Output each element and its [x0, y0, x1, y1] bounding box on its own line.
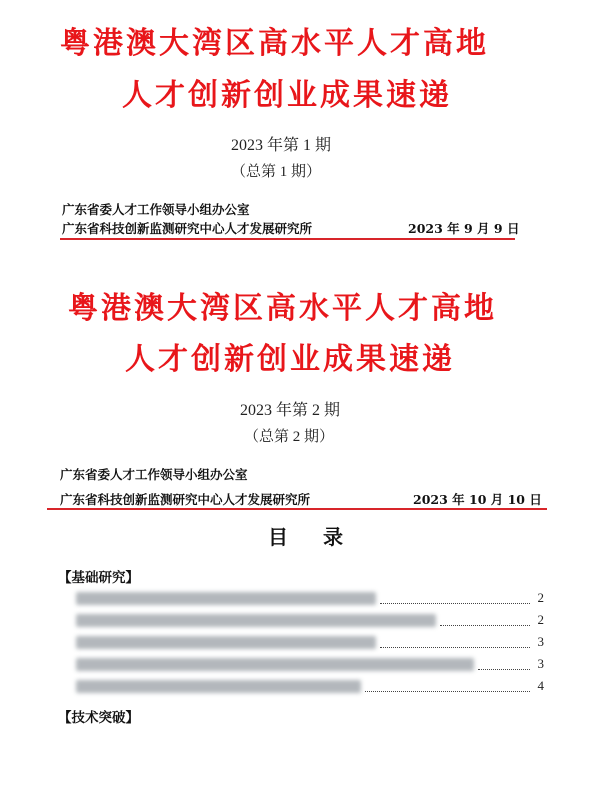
toc-page-number: 3	[537, 656, 544, 671]
toc-leader-dots	[380, 637, 530, 648]
toc-leader-dots	[440, 615, 530, 626]
bulletin1-total-issue: （总第 1 期）	[231, 164, 322, 180]
bulletin2-date: 2023 年 10 月 10 日	[413, 492, 542, 507]
bulletin2-red-rule	[47, 508, 547, 510]
toc-page-number: 4	[537, 678, 544, 693]
toc-entry[interactable]	[76, 677, 544, 695]
bulletin1-title-line2: 人才创新创业成果速递	[122, 78, 452, 113]
bulletin2-total-issue: （总第 2 期）	[244, 429, 335, 445]
toc-section-basic-research: 【基础研究】	[58, 570, 139, 586]
bulletin1-org-line1: 广东省委人才工作领导小组办公室	[62, 202, 250, 217]
redacted-entry-title	[76, 680, 361, 693]
toc-page-number: 2	[537, 590, 544, 605]
toc-leader-dots	[478, 659, 530, 670]
toc-title: 目 录	[268, 525, 357, 549]
bulletin2-org-line2: 广东省科技创新监测研究中心人才发展研究所	[60, 492, 311, 507]
toc-entries-basic-research	[76, 589, 544, 695]
toc-page-number: 2	[537, 612, 544, 627]
redacted-entry-title	[76, 614, 436, 627]
bulletin1-date: 2023 年 9 月 9 日	[408, 221, 520, 236]
toc-entry[interactable]	[76, 589, 544, 607]
bulletin2-title-line1: 粤港澳大湾区高水平人才高地	[68, 291, 497, 326]
bulletin2-title-line2: 人才创新创业成果速递	[125, 342, 455, 377]
toc-leader-dots	[380, 593, 530, 604]
bulletin1-title-line1: 粤港澳大湾区高水平人才高地	[60, 26, 489, 61]
redacted-entry-title	[76, 636, 376, 649]
redacted-entry-title	[76, 658, 474, 671]
toc-entry[interactable]	[76, 633, 544, 651]
toc-section-tech-breakthrough: 【技术突破】	[58, 710, 139, 726]
bulletin2-org-line1: 广东省委人才工作领导小组办公室	[60, 467, 248, 482]
toc-entry[interactable]	[76, 611, 544, 629]
bulletin1-issue: 2023 年第 1 期	[231, 137, 332, 154]
toc-entry[interactable]	[76, 655, 544, 673]
toc-page-number: 3	[537, 634, 544, 649]
toc-leader-dots	[365, 681, 530, 692]
bulletin2-issue: 2023 年第 2 期	[240, 402, 341, 419]
redacted-entry-title	[76, 592, 376, 605]
bulletin1-org-line2: 广东省科技创新监测研究中心人才发展研究所	[62, 221, 313, 236]
bulletin1-red-rule	[60, 238, 515, 240]
